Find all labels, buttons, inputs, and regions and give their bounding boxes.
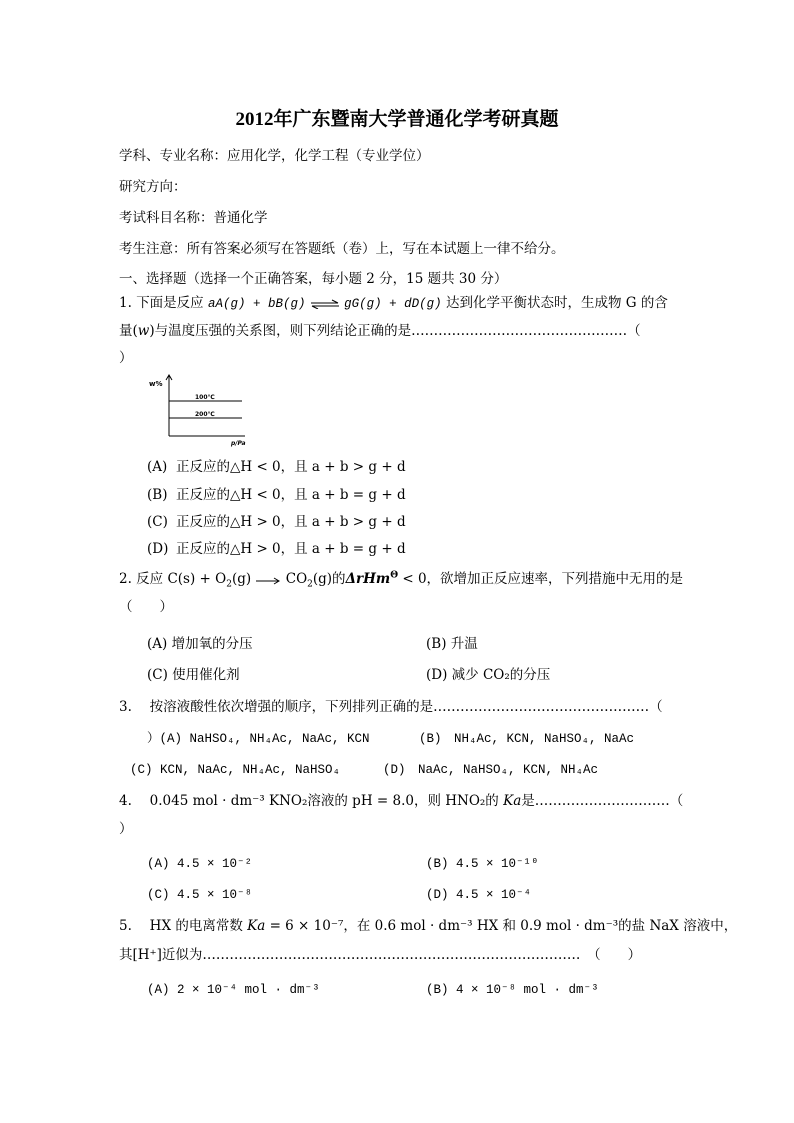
q1-plus-2: + — [381, 297, 405, 311]
q1-option-d: (D) — [147, 541, 169, 557]
q2-option-b: (B) 升温 — [426, 636, 478, 652]
q4-option-c: (C) 4.5 × 10⁻⁸ — [147, 888, 253, 902]
q5-ka: Ka — [247, 918, 266, 934]
q1-option-b: (B) — [147, 487, 168, 503]
q1-option-c-text: 正反应的△H > 0，且 a + b > g + d — [176, 514, 406, 530]
q1-post: 达到化学平衡状态时，生成物 G 的含 — [445, 295, 668, 311]
q5-line2: 其[H⁺]近似为………………………………………………………………………… （ ） — [119, 947, 642, 963]
q1-line1 — [119, 294, 668, 313]
graph-label-200: 200℃ — [195, 411, 215, 418]
q3-option-d: (D) NaAc, NaHSO₄, KCN, NH₄Ac — [383, 763, 599, 777]
q1-line2-a: 量( — [119, 323, 138, 339]
subject-line: 考试科目名称：普通化学 — [119, 210, 268, 226]
graph-label-100: 100℃ — [195, 394, 215, 401]
q4-line1 — [119, 792, 683, 810]
q2-text-c: CO — [285, 571, 308, 587]
q2-text-d: (g)的 — [312, 571, 346, 587]
q2-dh: ΔrHm — [345, 571, 391, 587]
major-line: 学科、专业名称：应用化学，化学工程（专业学位） — [119, 148, 430, 164]
q5-option-b: (B) 4 × 10⁻⁸ mol · dm⁻³ — [426, 983, 599, 997]
q1-reactant-b: bB(g) — [268, 297, 306, 311]
q4-option-d: (D) 4.5 × 10⁻⁴ — [426, 888, 532, 902]
q1-plus: + — [245, 297, 269, 311]
q3-option-c: (C) KCN, NaAc, NH₄Ac, NaHSO₄ — [130, 763, 341, 777]
reaction-arrow-icon — [255, 575, 281, 585]
q5-text-a: 5. HX 的电离常数 — [119, 918, 248, 934]
q1-option-c: (C) — [147, 514, 168, 530]
section-heading: 一、选择题（选择一个正确答案，每小题 2 分，15 题共 30 分） — [119, 271, 508, 287]
q4-line2: ） — [119, 821, 133, 837]
q2-text-b: (g) — [231, 571, 252, 587]
q2-line1: 2. 反应 $C(s) + O_2(g)$ $CO_2(g)$的ΔrHm$^\Theta$ < 0，欲增加正反应速率，下列措施中无用的是 — [119, 570, 684, 590]
q3-line1: 3. 按溶液酸性依次增强的顺序，下列排列正确的是…………………………………………（ — [119, 699, 663, 715]
q1-pre: 下面是反应 — [136, 295, 204, 311]
q1-product-d: dD(g) — [404, 297, 442, 311]
q2-option-a: (A) 增加氧的分压 — [147, 636, 253, 652]
q1-line2-b: )与温度压强的关系图，则下列结论正确的是…………………………………………（ — [149, 323, 641, 339]
notice-line: 考生注意：所有答案必须写在答题纸（卷）上，写在本试题上一律不给分。 — [119, 241, 565, 257]
q4-text-b: 是…………………………（ — [521, 793, 684, 809]
q2-theta: Θ — [390, 570, 399, 581]
q1-number: 1. — [119, 295, 132, 311]
q2-option-d: (D) 减少 CO₂的分压 — [426, 667, 551, 683]
q4-option-b: (B) 4.5 × 10⁻¹⁰ — [426, 857, 539, 871]
q1-option-d-text: 正反应的△H > 0，且 a + b = g + d — [176, 541, 406, 557]
q2-line2: （ ） — [119, 599, 173, 615]
graph-xlabel: p/Pa — [231, 440, 246, 447]
q1-product-g: gG(g) — [344, 297, 382, 311]
graph-ylabel: w% — [149, 380, 163, 388]
q1-option-a-text: 正反应的△H < 0，且 a + b > g + d — [176, 459, 406, 475]
q3-option-a: ）(A) NaHSO₄, NH₄Ac, NaAc, KCN — [147, 732, 370, 746]
direction-line: 研究方向： — [119, 179, 187, 195]
q2-option-c: (C) 使用催化剂 — [147, 667, 240, 683]
page-title: 2012年广东暨南大学普通化学考研真题 — [235, 109, 559, 130]
q1-reactant-a: aA(g) — [207, 297, 246, 311]
q4-text-a: 4. 0.045 mol · dm⁻³ KNO₂溶液的 pH = 8.0，则 HNO₂的 — [119, 793, 504, 809]
q5-text-b: = 6 × 10⁻⁷，在 0.6 mol · dm⁻³ HX 和 0.9 mol · dm⁻³的盐 NaX 溶液中， — [265, 918, 738, 934]
q5-line1 — [119, 917, 737, 935]
q3-option-b: (B) NH₄Ac, KCN, NaHSO₄, NaAc — [419, 732, 635, 746]
q1-line2 — [119, 322, 641, 340]
q1-w: w — [137, 323, 150, 339]
q1-option-a: (A) — [147, 459, 168, 475]
q4-option-a: (A) 4.5 × 10⁻² — [147, 857, 253, 871]
q2-text-a: 2. 反应 C(s) + O — [119, 571, 227, 587]
q5-option-a: (A) 2 × 10⁻⁴ mol · dm⁻³ — [147, 983, 320, 997]
q1-option-b-text: 正反应的△H < 0，且 a + b = g + d — [176, 487, 406, 503]
q1-graph — [145, 372, 260, 452]
q2-text-e: < 0，欲增加正反应速率，下列措施中无用的是 — [398, 571, 684, 587]
equilibrium-arrow-icon — [310, 299, 340, 309]
q4-ka: Ka — [503, 793, 522, 809]
q1-line3: ） — [119, 350, 133, 366]
